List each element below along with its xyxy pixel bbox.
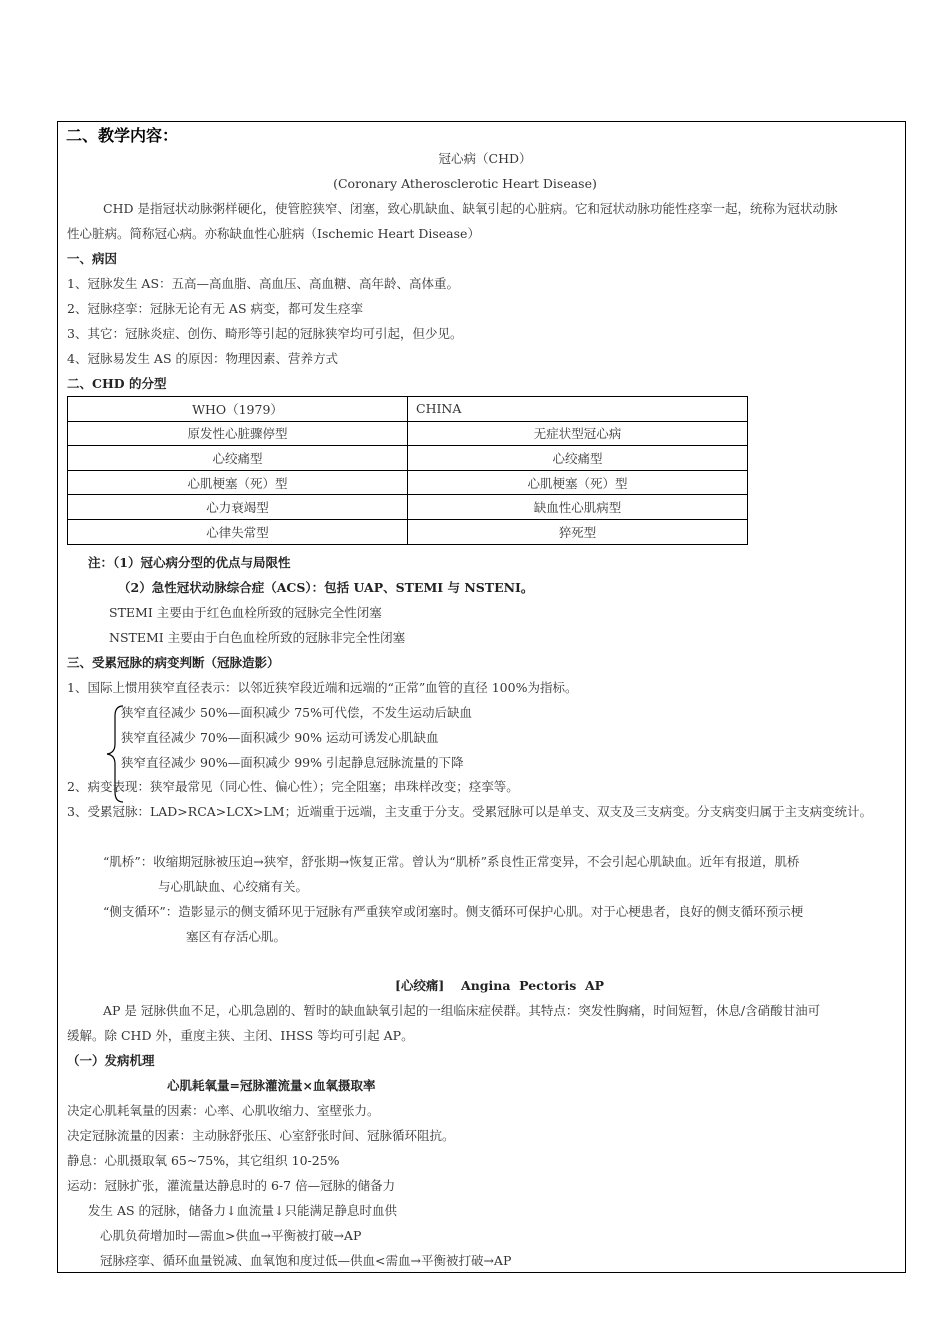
table-cell: 心律失常型 [68, 519, 408, 544]
chd-definition-line2: 性心脏病。简称冠心病。亦称缺血性心脏病（Ischemic Heart Disease） [67, 226, 480, 241]
table-row [68, 495, 748, 520]
table-cell: 猝死型 [408, 519, 748, 544]
classification-table [67, 396, 748, 545]
table-cell: 心肌梗塞（死）型 [68, 470, 408, 495]
stenosis-item: 狭窄直径减少 50%—面积减少 75%可代偿，不发生运动后缺血 [121, 705, 473, 720]
supply-line: 冠脉痉挛、循环血量锐减、血氧饱和度过低—供血<需血→平衡被打破→AP [100, 1253, 512, 1268]
myocardial-bridge-line2: 与心肌缺血、心绞痛有关。 [158, 879, 309, 894]
table-cell: 心力衰竭型 [68, 495, 408, 520]
lesion-item-2: 2、病变表现：狭窄最常见（同心性、偏心性）；完全阻塞；串珠样改变；痉挛等。 [67, 779, 519, 794]
angina-definition-line1: AP 是 冠脉供血不足，心肌急剧的、暂时的缺血缺氧引起的一组临床症侯群。其特点：突发性胸痛，时间短暂，休息/含硝酸甘油可 [103, 1003, 821, 1018]
table-cell: 原发性心脏骤停型 [68, 421, 408, 446]
oxygen-formula: 心肌耗氧量=冠脉灌流量×血氧摄取率 [167, 1078, 376, 1093]
table-header-cell: CHINA [408, 397, 748, 422]
stenosis-item: 狭窄直径减少 90%—面积减少 99% 引起静息冠脉流量的下降 [121, 755, 464, 770]
content-frame [57, 121, 906, 1273]
lesion-item-1: 1、国际上惯用狭窄直径表示：以邻近狭窄段近端和远端的“正常”血管的直径 100%为指标。 [67, 680, 578, 695]
stemi-note: STEMI 主要由于红色血栓所致的冠脉完全性闭塞 [109, 605, 382, 620]
table-header-row [68, 397, 748, 422]
angina-definition-line2: 缓解。除 CHD 外，重度主狭、主闭、IHSS 等均可引起 AP。 [67, 1028, 414, 1043]
collateral-line1: “侧支循环”：造影显示的侧支循环见于冠脉有严重狭窄或闭塞时。侧支循环可保护心肌。对于心梗患者，良好的侧支循环预示梗 [103, 904, 804, 919]
etiology-heading: 一、病因 [67, 251, 118, 266]
table-row [68, 470, 748, 495]
chd-subtitle: (Coronary Atherosclerotic Heart Disease) [333, 176, 597, 191]
note-2: （2）急性冠状动脉综合症（ACS）：包括 UAP、STEMI 与 NSTENI。 [118, 580, 534, 595]
mechanism-line: 运动：冠脉扩张，灌流量达静息时的 6-7 倍—冠脉的储备力 [67, 1178, 396, 1193]
table-header-cell: WHO（1979） [68, 397, 408, 422]
angina-title-cn: [心绞痛] [395, 978, 445, 993]
angina-title-en: Angina Pectoris AP [461, 978, 605, 993]
table-row [68, 421, 748, 446]
table-cell: 心绞痛型 [68, 446, 408, 471]
table-cell: 无症状型冠心病 [408, 421, 748, 446]
table-row [68, 446, 748, 471]
lesion-item-3: 3、受累冠脉：LAD>RCA>LCX>LM；近端重于远端，主支重于分支。受累冠脉可以是单支、双支及三支病变。分支病变归属于主支病变统计。 [67, 804, 873, 819]
mechanism-line: 静息：心肌摄取氧 65~75%，其它组织 10-25% [67, 1153, 340, 1168]
nstemi-note: NSTEMI 主要由于白色血栓所致的冠脉非完全性闭塞 [109, 630, 406, 645]
stenosis-item: 狭窄直径减少 70%—面积减少 90% 运动可诱发心肌缺血 [121, 730, 439, 745]
mechanism-line: 决定冠脉流量的因素：主动脉舒张压、心室舒张时间、冠脉循环阻抗。 [67, 1128, 455, 1143]
table-row [68, 519, 748, 544]
section-heading: 二、教学内容： [66, 126, 179, 145]
lesion-heading: 三、受累冠脉的病变判断（冠脉造影） [67, 655, 280, 670]
demand-line: 心肌负荷增加时—需血>供血→平衡被打破→AP [100, 1228, 362, 1243]
table-cell: 缺血性心肌病型 [408, 495, 748, 520]
etiology-item: 2、冠脉痉挛：冠脉无论有无 AS 病变，都可发生痉挛 [67, 301, 363, 316]
myocardial-bridge-line1: “肌桥”：收缩期冠脉被压迫→狭窄，舒张期→恢复正常。曾认为“肌桥”系良性正常变异，不会引起心肌缺血。近年有报道，肌桥 [103, 854, 800, 869]
note-1: 注：（1）冠心病分型的优点与局限性 [88, 555, 291, 570]
table-cell: 心肌梗塞（死）型 [408, 470, 748, 495]
chd-definition-line1: CHD 是指冠状动脉粥样硬化，使管腔狭窄、闭塞，致心肌缺血、缺氧引起的心脏病。它和冠状动脉功能性痉挛一起，统称为冠状动脉 [103, 201, 838, 216]
table-cell: 心绞痛型 [408, 446, 748, 471]
etiology-item: 1、冠脉发生 AS：五高—高血脂、高血压、高血糖、高年龄、高体重。 [67, 276, 460, 291]
collateral-line2: 塞区有存活心肌。 [186, 929, 287, 944]
as-reserve-line: 发生 AS 的冠脉，储备力↓血流量↓只能满足静息时血供 [88, 1203, 397, 1218]
classification-heading: 二、CHD 的分型 [67, 376, 167, 391]
mechanism-heading: （一）发病机理 [67, 1053, 155, 1068]
chd-title: 冠心病（CHD） [438, 151, 532, 166]
etiology-item: 3、其它：冠脉炎症、创伤、畸形等引起的冠脉狭窄均可引起，但少见。 [67, 326, 463, 341]
mechanism-line: 决定心肌耗氧量的因素：心率、心肌收缩力、室壁张力。 [67, 1103, 380, 1118]
etiology-item: 4、冠脉易发生 AS 的原因：物理因素、营养方式 [67, 351, 338, 366]
